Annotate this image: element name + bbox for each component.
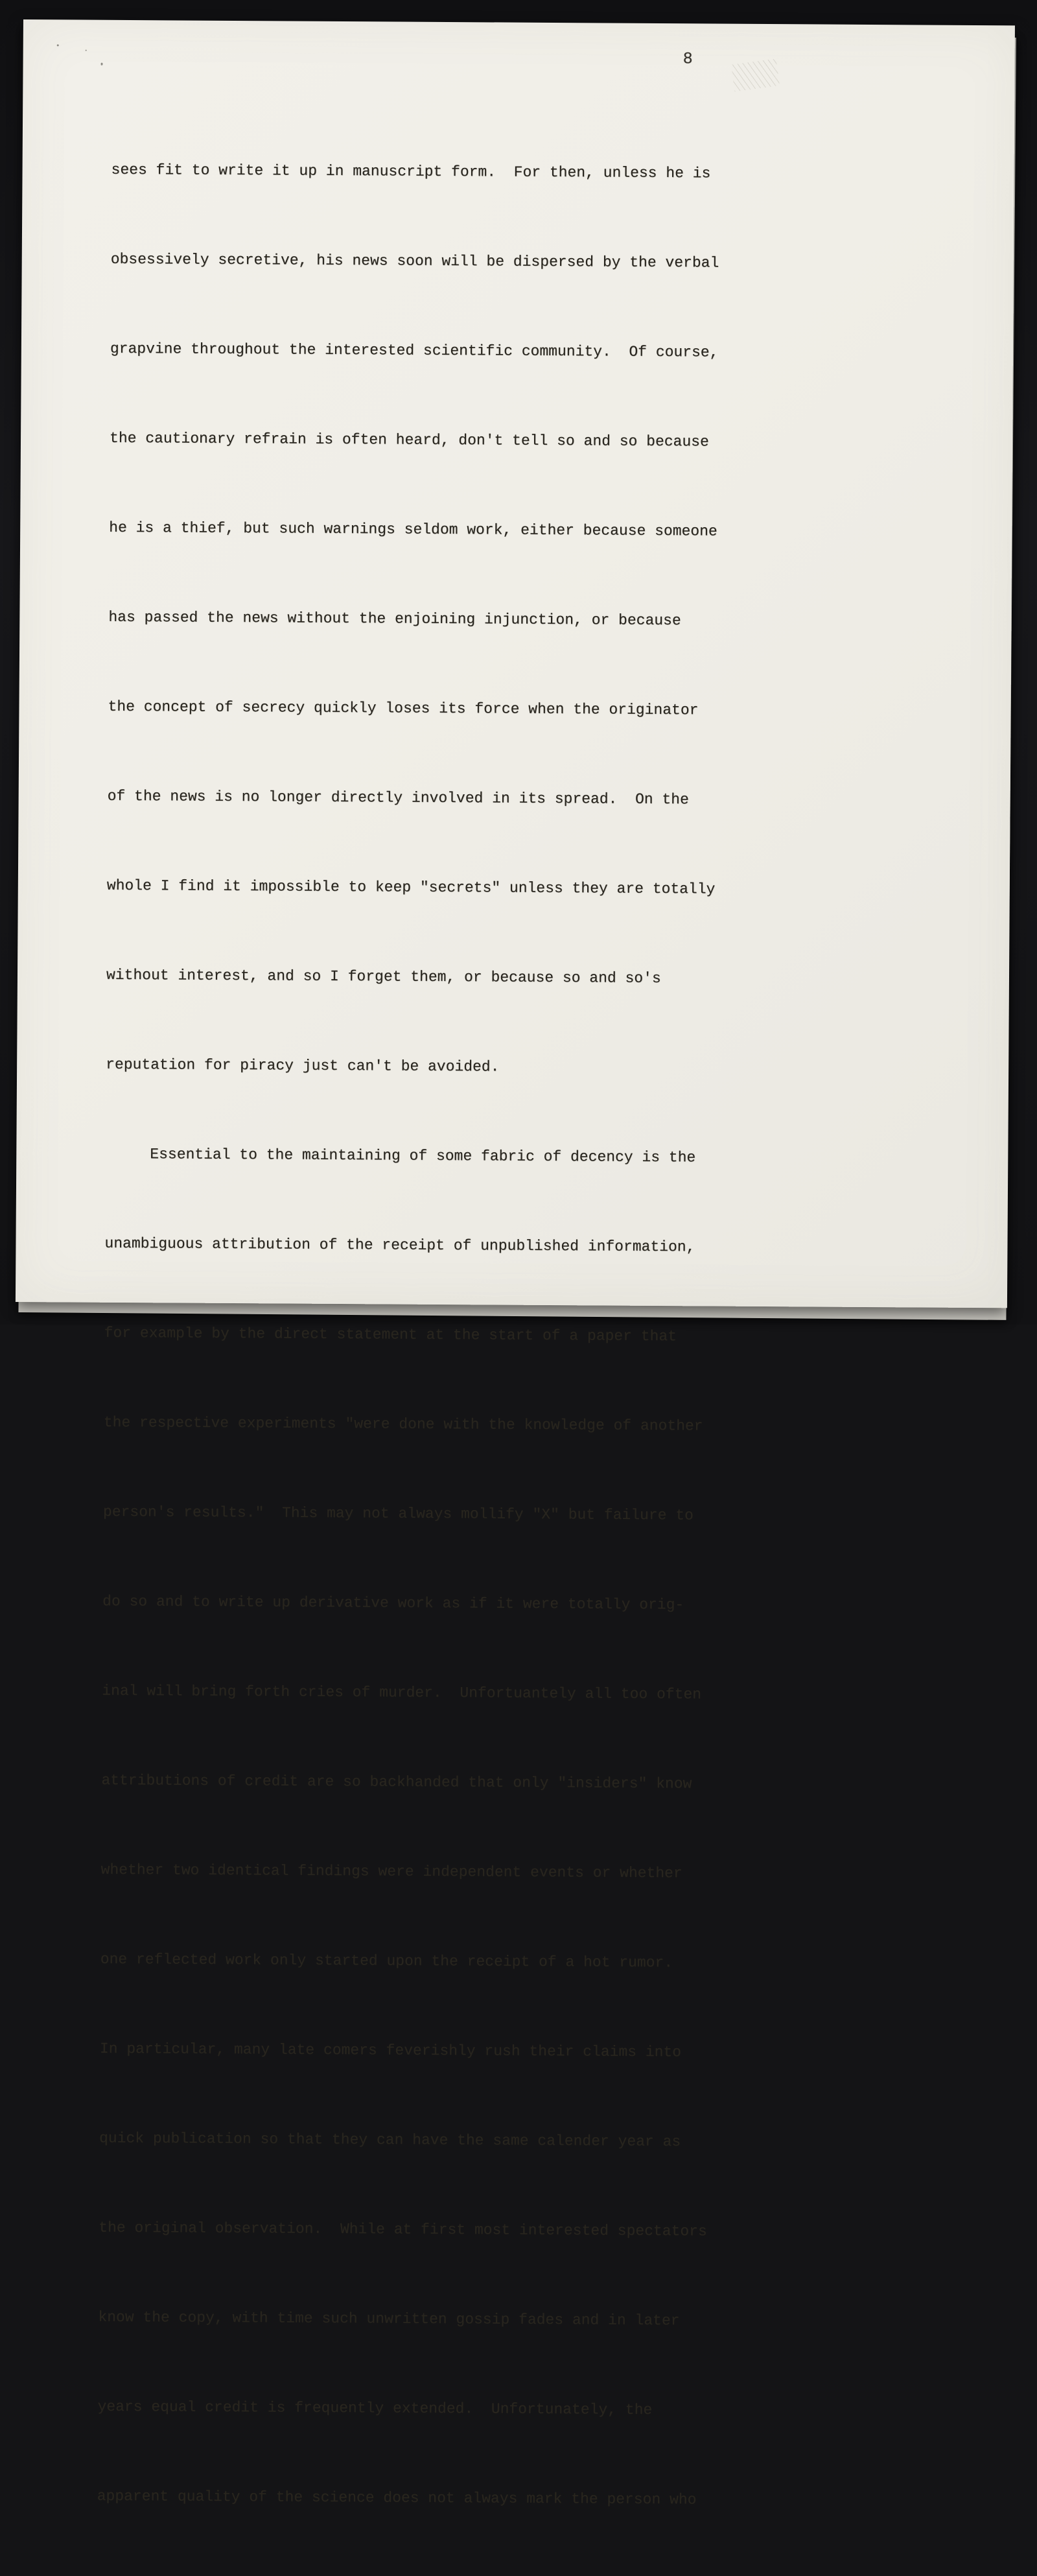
typed-line: for example by the direct statement at the start of a paper that [104,1324,677,1345]
typed-line: the concept of secrecy quickly loses its force when the originator [108,698,699,719]
typed-line: whether two identical findings were independent events or whether [100,1861,682,1882]
typed-line: one reflected work only started upon the receipt of a hot rumor. [100,1950,673,1972]
typed-line: know the copy, with time such unwritten gossip fades and in later [98,2308,680,2330]
typed-line: without interest, and so I forget them, or because so and so's [106,966,661,987]
typed-line: In particular, many late comers feverishly rush their claims into [99,2040,682,2061]
typed-line: of the news is no longer directly involved in its spread. On the [107,787,689,809]
typed-line: unambiguous attribution of the receipt of unpublished information, [104,1235,695,1256]
typed-text-block [97,95,720,2575]
typed-line: do so and to write up derivative work as if it were totally orig- [102,1592,684,1614]
typed-line: years equal credit is frequently extended. Unfortunately, the [97,2398,653,2418]
document-page [16,19,1015,2509]
typed-line: the respective experiments "were done with the knowledge of another [103,1413,703,1435]
typed-line: Essential to the maintaining of some fabric of decency is the [105,1145,696,1166]
typed-line: inal will bring forth cries of murder. Unfortuantely all too often [102,1682,702,1703]
typed-line: the original observation. While at first most interested spectators [99,2219,707,2240]
dust-speck [86,50,87,51]
typed-line: attributions of credit are so backhanded that only "insiders" know [101,1771,692,1793]
typed-line: he is a thief, but such warnings seldom work, either because someone [109,519,717,540]
page-number: 8 [682,49,693,69]
typed-line: apparent quality of the science does not always mark the person who [97,2487,697,2509]
typed-line: obsessively secretive, his news soon will be dispersed by the verbal [110,250,719,272]
typed-line: the cautionary refrain is often heard, don't tell so and so because [109,429,709,451]
typed-line: grapvine throughout the interested scientific community. Of course, [110,340,719,361]
typed-line: reputation for piracy just can't be avoided. [106,1056,500,1076]
typed-line: person's results." This may not always mollify "X" but failure to [102,1503,693,1524]
typed-line: quick publication so that they can have the same calender year as [99,2129,681,2151]
dust-speck [57,44,59,46]
smudge-mark [731,58,780,91]
dust-speck [101,63,103,65]
typed-line: whole I find it impossible to keep "secrets" unless they are totally [106,877,716,898]
typed-line: sees fit to write it up in manuscript form. For then, unless he is [111,161,711,182]
typed-line: has passed the news without the enjoining injunction, or because [108,608,681,630]
